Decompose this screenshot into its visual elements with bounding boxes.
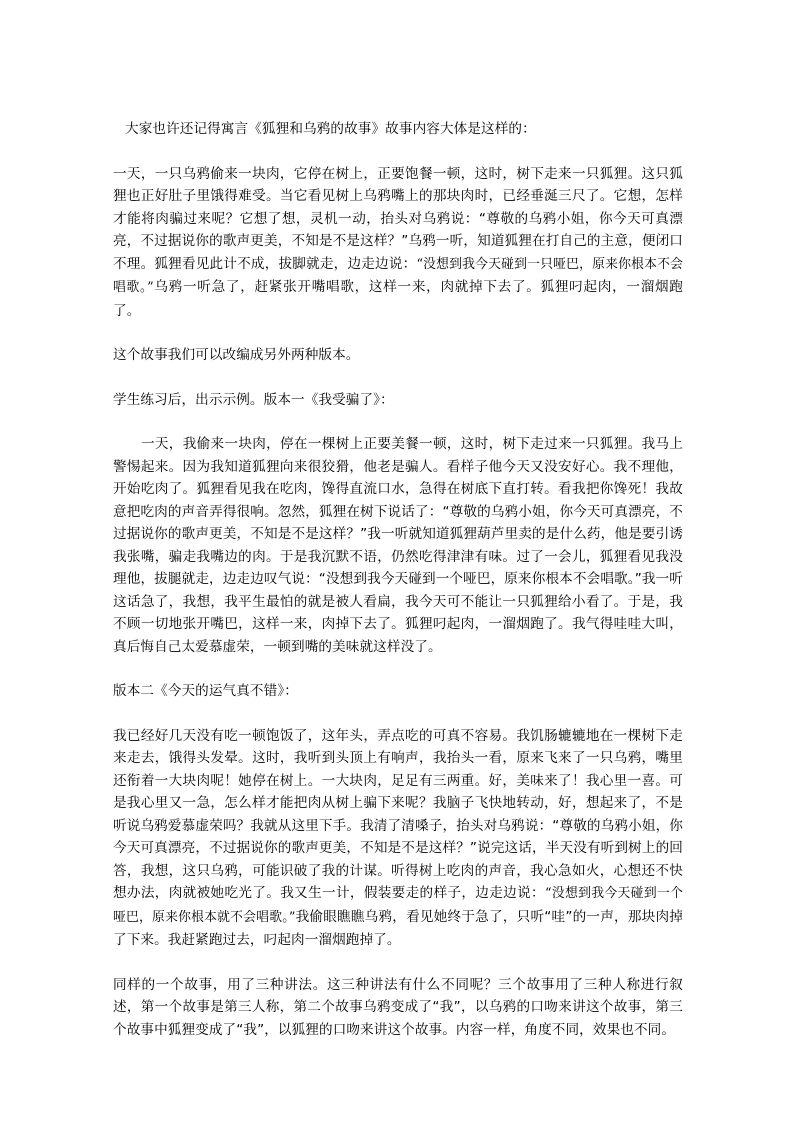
document-body	[113, 118, 683, 1041]
paragraph-gap	[113, 703, 683, 725]
transition-paragraph: 这个故事我们可以改编成另外两种版本。	[113, 347, 360, 363]
version2-paragraph	[113, 725, 683, 952]
paragraph-gap	[113, 367, 683, 389]
paragraph-gap	[113, 322, 683, 344]
version2-quote: “没想到我今天碰到一个哑巴，原来你根本就不会唱歌。”	[113, 886, 683, 925]
version2-text-1: 我已经好几天没有吃一顿饱饭了，这年头，弄点吃的可真不容易。我饥肠辘辘地在一棵树下走来走去，饿得头发晕。这时，我听到头顶上有响声，我抬头一看，原来飞来了一只乌鸦，嘴里还衔着一大块肉呢！她停在树上。一大块肉，足足有三两重。好，美味来了！我心里一喜。可是我心里又一急，怎么样才能把肉从树上骗下来呢？我脑子飞快地转动，好，想起来了，不是听说乌鸦爱慕虚荣吗？我就从这里下手。我清了清嗓子，抬头对乌鸦说：“尊敬的乌鸦小姐，你今天可真漂亮，不过据说你的歌声更美，不知是不是这样？”说完这话，半天没有听到树上的回答，我想，这只乌鸦，可能识破了我的计谋。听得树上吃肉的声音，我心急如火，心想还不快想办法，肉就被她吃光了。我又生一计，假装要走的样子，边走边说：	[113, 727, 683, 901]
version1-paragraph: 一天，我偷来一块肉，停在一棵树上正要美餐一顿，这时，树下走过来一只狐狸。我马上警惕起来。因为我知道狐狸向来很狡猾，他老是骗人。看样子他今天又没安好心。我不理他，开始吃肉了。狐狸看见我在吃肉，馋得直流口水，急得在树底下直打转。看我把你馋死！我故意把吃肉的声音弄得很响。忽然，狐狸在树下说话了：“尊敬的乌鸦小姐，你今天可真漂亮，不过据说你的歌声更美，不知是不是这样？”我一听就知道狐狸葫芦里卖的是什么药，他是要引诱我张嘴，骗走我嘴边的肉。于是我沉默不语，仍然吃得津津有味。过了一会儿，狐狸看见我没理他，拔腿就走，边走边叹气说：“没想到我今天碰到一个哑巴，原来你根本不会唱歌。”我一听这话急了，我想，我平生最怕的就是被人看扁，我今天可不能让一只狐狸给小看了。于是，我不顾一切地张开嘴巴，这样一来，肉掉下去了。狐狸叼起肉，一溜烟跑了。我气得哇哇大叫，真后悔自己太爱慕虚荣，一顿到嘴的美味就这样没了。	[113, 436, 683, 655]
conclusion-paragraph: 同样的一个故事，用了三种讲法。这三种讲法有什么不同呢？三个故事用了三种人称进行叙述，第一个故事是第三人称，第二个故事乌鸦变成了“我”，以乌鸦的口吻来讲这个故事，第三个故事中狐狸变成了“我”，以狐狸的口吻来讲这个故事。内容一样，角度不同，效果也不同。	[113, 976, 683, 1038]
original-story-quote: “没想到我今天碰到一只哑巴，原来你根本不会唱歌。”	[113, 256, 683, 295]
paragraph-gap	[113, 141, 683, 163]
original-story-paragraph	[113, 163, 683, 323]
original-story-text-1: 一天，一只乌鸦偷来一块肉，它停在树上，正要饱餐一顿，这时，树下走来一只狐狸。这只狐狸也正好肚子里饿得难受。当它看见树上乌鸦嘴上的那块肉时，已经垂涎三尺了。它想，怎样才能将肉骗过来呢？它想了想，灵机一动，抬头对乌鸦说：“尊敬的乌鸦小姐，你今天可真漂亮，不过据说你的歌声更美，不知是不是这样？”乌鸦一听，知道狐狸在打自己的主意，便闭口不理。狐狸看见此计不成，拔脚就走，边走边说：	[113, 165, 683, 272]
paragraph-gap	[113, 411, 683, 433]
version2-text-2: 我偷眼瞧瞧乌鸦，看见她终于急了，只听“哇”的一声，那块肉掉了下来。我赶紧跑过去，叼起肉一溜烟跑掉了。	[113, 908, 683, 948]
version2-title: 版本二《今天的运气真不错》：	[113, 683, 298, 699]
intro-paragraph: 大家也许还记得寓言《狐狸和乌鸦的故事》故事内容大体是这样的：	[125, 121, 536, 137]
exercise-intro-paragraph: 学生练习后，出示示例。版本一《我受骗了》：	[113, 391, 394, 408]
original-story-text-2: 乌鸦一听急了，赶紧张开嘴唱歌，这样一来，肉就掉下去了。狐狸叼起肉，一溜烟跑了。	[113, 279, 683, 319]
paragraph-gap	[113, 952, 683, 974]
paragraph-gap	[113, 658, 683, 680]
